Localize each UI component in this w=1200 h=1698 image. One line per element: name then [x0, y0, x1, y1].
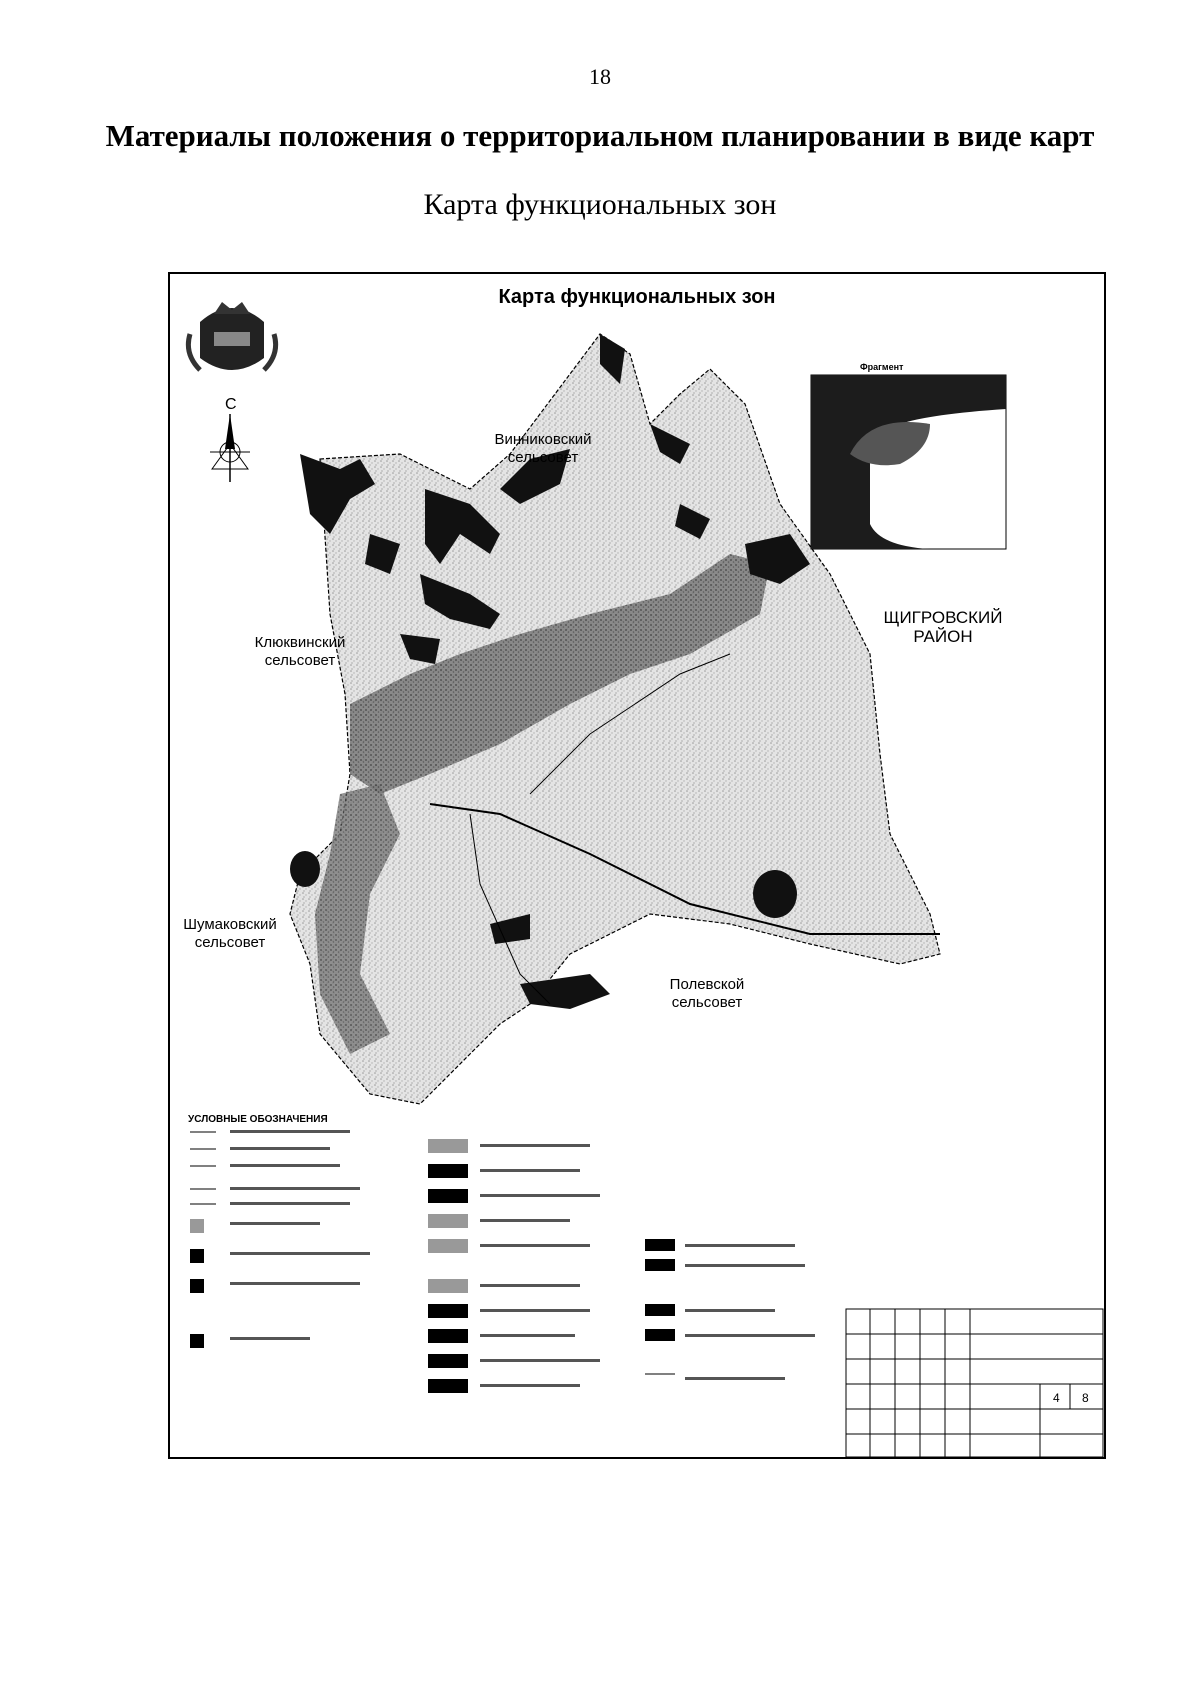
region-shchigrovsky: [868, 608, 1018, 646]
region-shchigrovsky-line1: ЩИГРОВСКИЙ: [883, 608, 1003, 627]
region-polevskoy-line1: Полевской: [669, 976, 745, 993]
region-klyukvinsky: [225, 634, 375, 670]
coat-of-arms-icon: [188, 302, 275, 370]
page-number: 18: [589, 64, 611, 89]
compass-rose-icon: [210, 414, 250, 482]
fragment-inset: [811, 375, 1006, 549]
region-shchigrovsky-line2: РАЙОН: [913, 627, 973, 646]
region-shumakovsky: [170, 916, 290, 952]
region-shumakovsky-line1: Шумаковский: [183, 916, 277, 933]
page-title: Материалы положения о территориальном планировании в виде карт: [105, 118, 1095, 153]
region-vinnikovsky-line2: сельсовет: [507, 449, 579, 466]
map-title: Карта функциональных зон: [498, 286, 776, 308]
region-polevskoy-line2: сельсовет: [671, 994, 743, 1011]
legend-title: УСЛОВНЫЕ ОБОЗНАЧЕНИЯ: [188, 1114, 328, 1125]
region-klyukvinsky-line2: сельсовет: [264, 652, 336, 669]
legend-block: [190, 1130, 815, 1393]
north-label: С: [225, 396, 237, 413]
fragment-label: Фрагмент: [860, 362, 904, 372]
region-polevskoy: [632, 976, 782, 1012]
map-frame: [168, 272, 1106, 1459]
region-vinnikovsky-line1: Винниковский: [494, 431, 592, 448]
stamp-sheet-count: 8: [1082, 1391, 1089, 1405]
title-stamp: [846, 1309, 1103, 1457]
region-klyukvinsky-line1: Клюквинский: [254, 634, 346, 651]
region-shumakovsky-line2: сельсовет: [194, 934, 266, 951]
region-vinnikovsky: [468, 431, 618, 467]
stamp-sheet-number: 4: [1053, 1391, 1060, 1405]
page-subtitle: Карта функциональных зон: [423, 188, 777, 221]
map-drawing: [170, 274, 1104, 1457]
